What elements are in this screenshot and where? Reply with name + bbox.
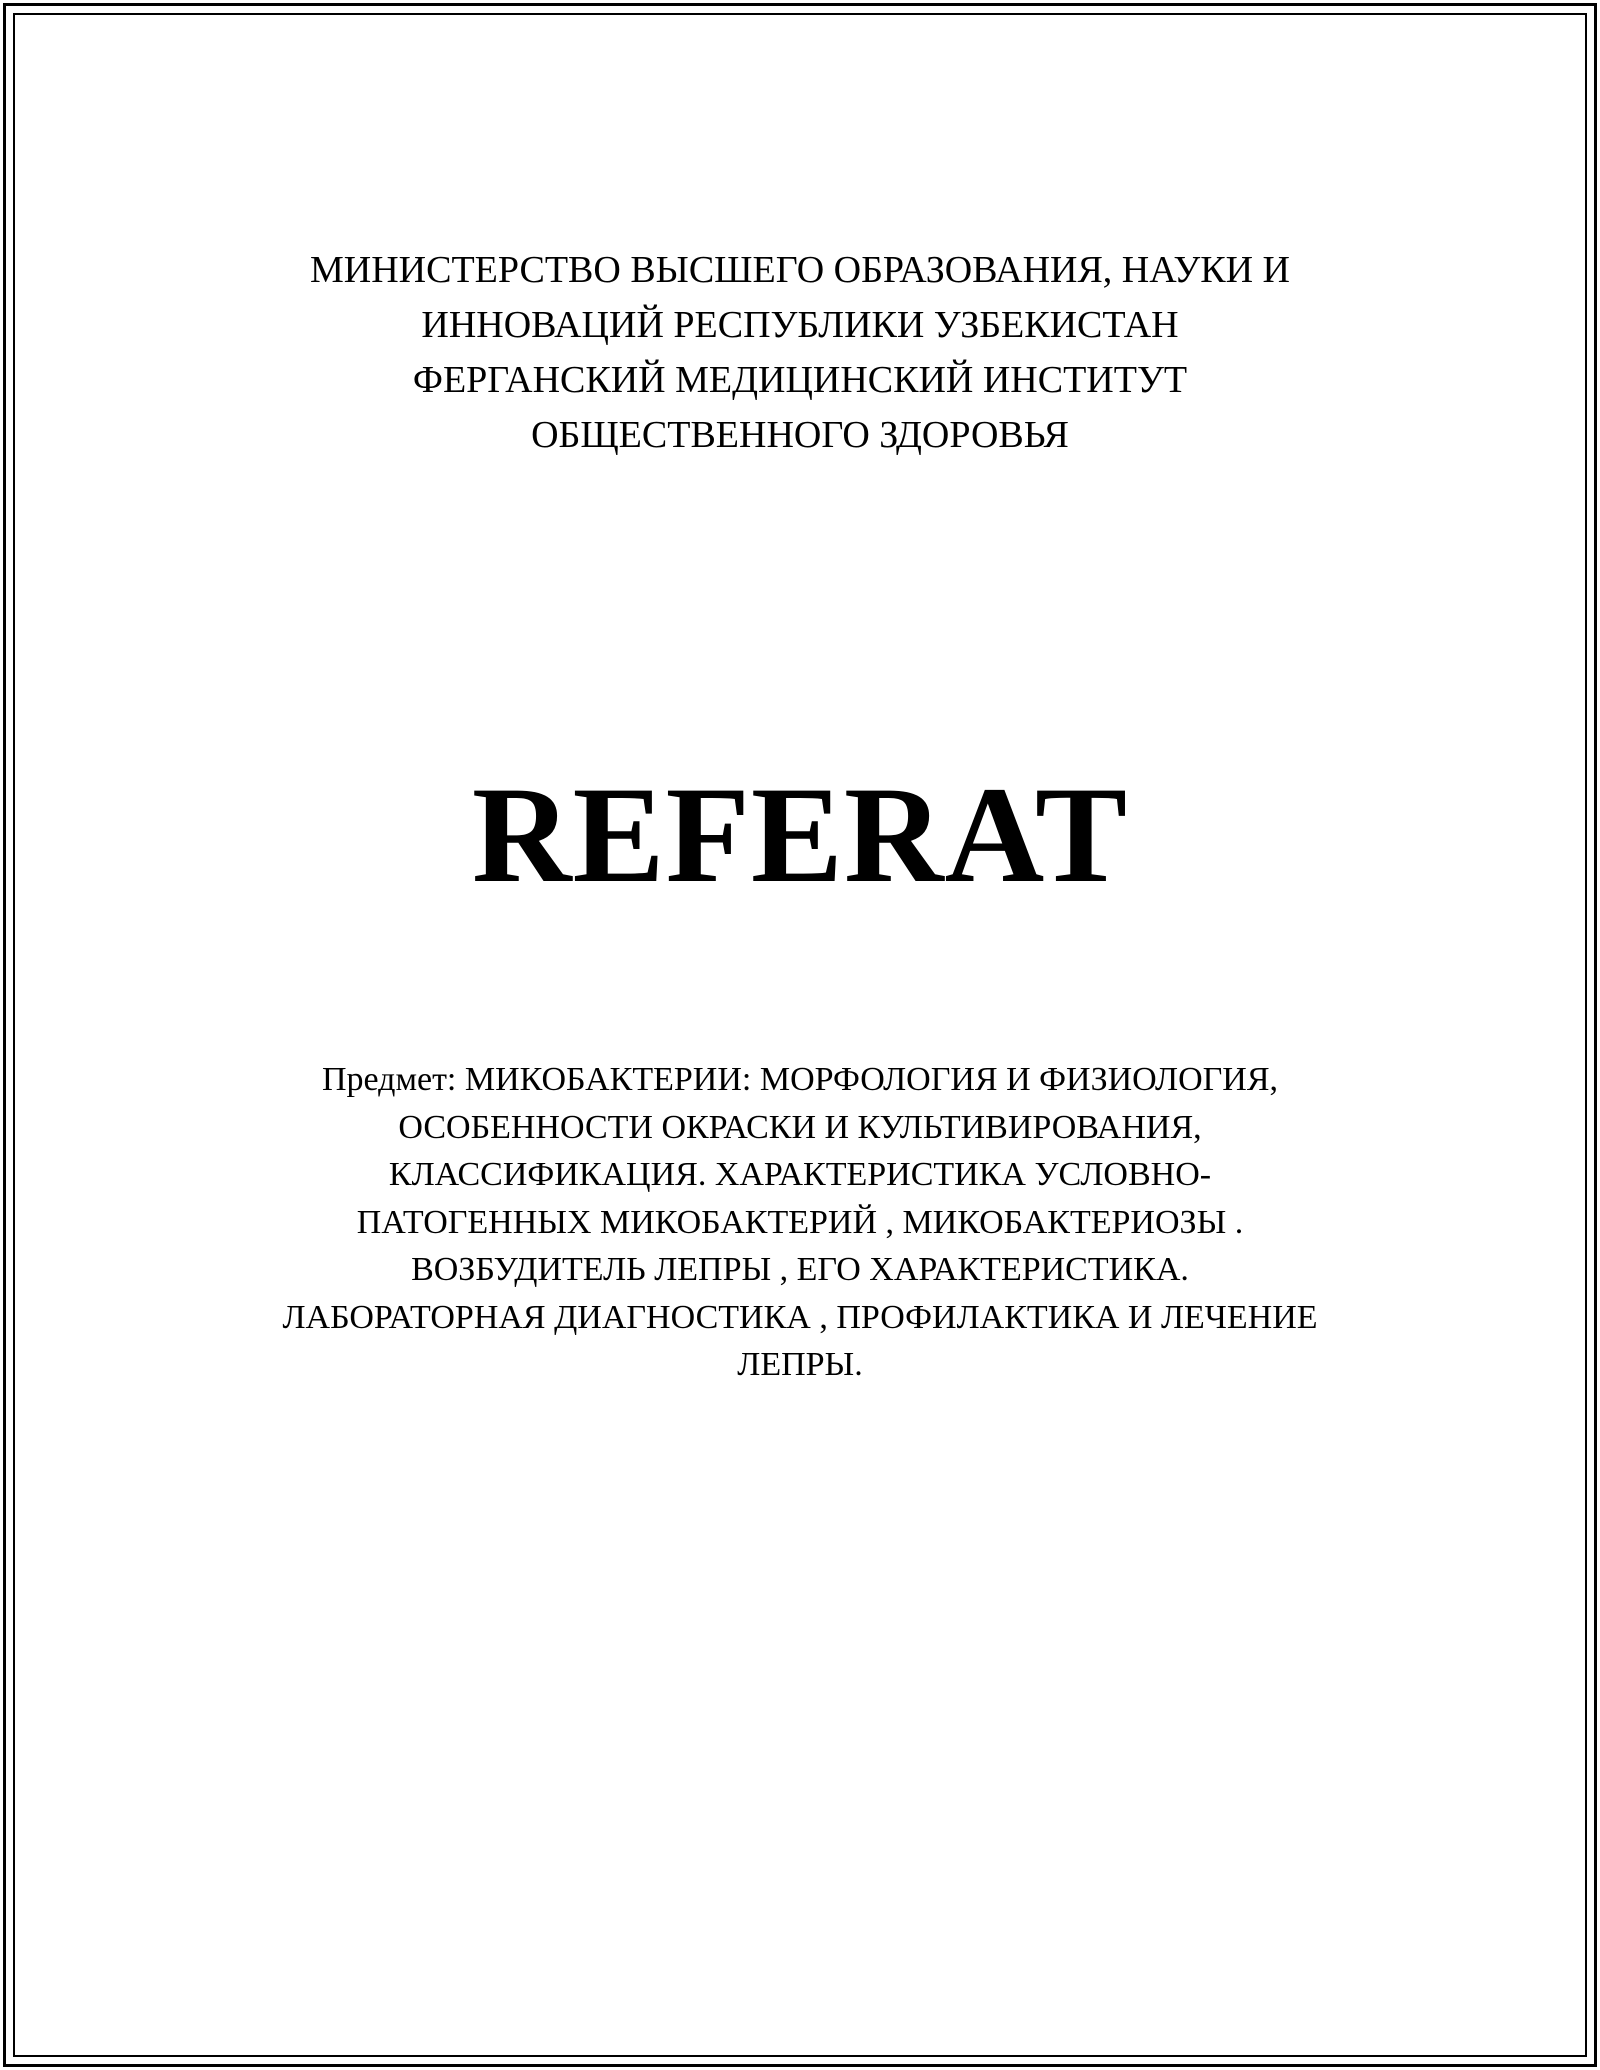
institution-header xyxy=(200,243,1400,463)
header-line: ИННОВАЦИЙ РЕСПУБЛИКИ УЗБЕКИСТАН xyxy=(421,304,1179,346)
subject-description xyxy=(200,1056,1400,1389)
subject-line: КЛАССИФИКАЦИЯ. ХАРАКТЕРИСТИКА УСЛОВНО- xyxy=(388,1156,1212,1193)
header-line: МИНИСТЕРСТВО ВЫСШЕГО ОБРАЗОВАНИЯ, НАУКИ И xyxy=(310,249,1290,291)
subject-line: ЛЕПРЫ. xyxy=(737,1346,863,1383)
subject-line: ПАТОГЕННЫХ МИКОБАКТЕРИЙ , МИКОБАКТЕРИОЗЫ . xyxy=(356,1203,1244,1241)
subject-line: Предмет: МИКОБАКТЕРИИ: МОРФОЛОГИЯ И ФИЗИОЛОГИЯ, xyxy=(321,1061,1279,1098)
header-line: ОБЩЕСТВЕННОГО ЗДОРОВЬЯ xyxy=(531,414,1069,456)
subject-line: ЛАБОРАТОРНАЯ ДИАГНОСТИКА , ПРОФИЛАКТИКА И ЛЕЧЕНИЕ xyxy=(282,1298,1318,1336)
document-title: REFERAT xyxy=(471,758,1129,911)
subject-line: ОСОБЕННОСТИ ОКРАСКИ И КУЛЬТИВИРОВАНИЯ, xyxy=(398,1108,1202,1146)
header-line: ФЕРГАНСКИЙ МЕДИЦИНСКИЙ ИНСТИТУТ xyxy=(412,359,1188,401)
subject-line: ВОЗБУДИТЕЛЬ ЛЕПРЫ , ЕГО ХАРАКТЕРИСТИКА. xyxy=(411,1251,1189,1288)
